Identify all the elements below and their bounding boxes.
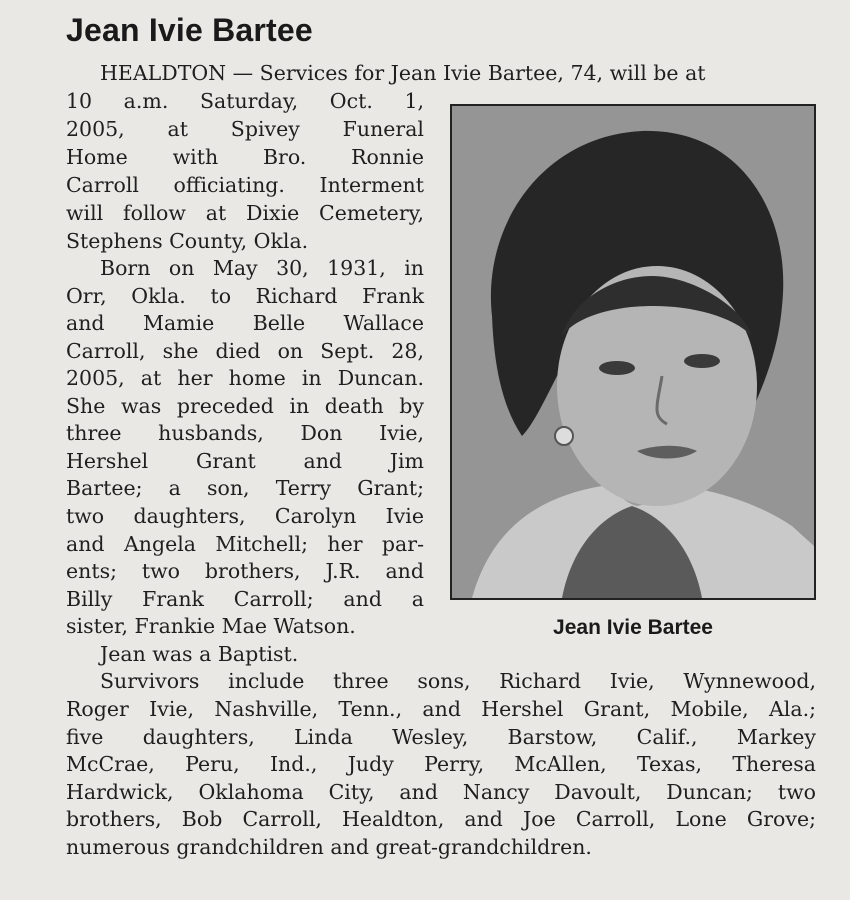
paragraph-line: and Angela Mitchell; her par-: [66, 532, 424, 556]
portrait-photo: [450, 104, 816, 600]
paragraph-line: three husbands, Don Ivie,: [66, 421, 424, 445]
paragraph-line: 2005, at her home in Duncan.: [66, 366, 424, 390]
paragraph-line: Jean was a Baptist.: [100, 642, 299, 666]
paragraph-line: numerous grandchildren and great-grandchildren.: [66, 835, 592, 859]
paragraph-line: Bartee; a son, Terry Grant;: [66, 476, 424, 500]
paragraph-line: and Mamie Belle Wallace: [66, 311, 424, 335]
obituary-title: Jean Ivie Bartee: [66, 12, 313, 48]
paragraph-line: Home with Bro. Ronnie: [66, 145, 424, 169]
paragraph-line: Orr, Okla. to Richard Frank: [66, 284, 424, 308]
paragraph-line: Roger Ivie, Nashville, Tenn., and Hershel Grant, Mobile, Ala.;: [66, 697, 816, 721]
paragraph-line: brothers, Bob Carroll, Healdton, and Joe Carroll, Lone Grove;: [66, 807, 816, 831]
paragraph-line: Born on May 30, 1931, in: [100, 256, 424, 280]
paragraph-line: ents; two brothers, J.R. and: [66, 559, 424, 583]
paragraph-line: Hershel Grant and Jim: [66, 449, 424, 473]
paragraph-line: Billy Frank Carroll; and a: [66, 587, 424, 611]
paragraph-line: will follow at Dixie Cemetery,: [66, 201, 424, 225]
paragraph-line: 2005, at Spivey Funeral: [66, 117, 424, 141]
paragraph-line: Carroll officiating. Interment: [66, 173, 424, 197]
paragraph-line: Carroll, she died on Sept. 28,: [66, 339, 424, 363]
paragraph-line: McCrae, Peru, Ind., Judy Perry, McAllen, Texas, Theresa: [66, 752, 816, 776]
paragraph-line: Hardwick, Oklahoma City, and Nancy Davoult, Duncan; two: [66, 780, 816, 804]
paragraph-line: Survivors include three sons, Richard Ivie, Wynnewood,: [100, 669, 816, 693]
photo-caption: Jean Ivie Bartee: [553, 616, 713, 639]
paragraph-line: two daughters, Carolyn Ivie: [66, 504, 424, 528]
paragraph-line: She was preceded in death by: [66, 394, 424, 418]
paragraph-line: sister, Frankie Mae Watson.: [66, 614, 356, 638]
portrait-image: [452, 106, 814, 598]
paragraph-line: HEALDTON — Services for Jean Ivie Bartee, 74, will be at: [100, 61, 706, 85]
paragraph-line: 10 a.m. Saturday, Oct. 1,: [66, 89, 424, 113]
paragraph-line: five daughters, Linda Wesley, Barstow, Calif., Markey: [66, 725, 816, 749]
paragraph-line: Stephens County, Okla.: [66, 229, 309, 253]
